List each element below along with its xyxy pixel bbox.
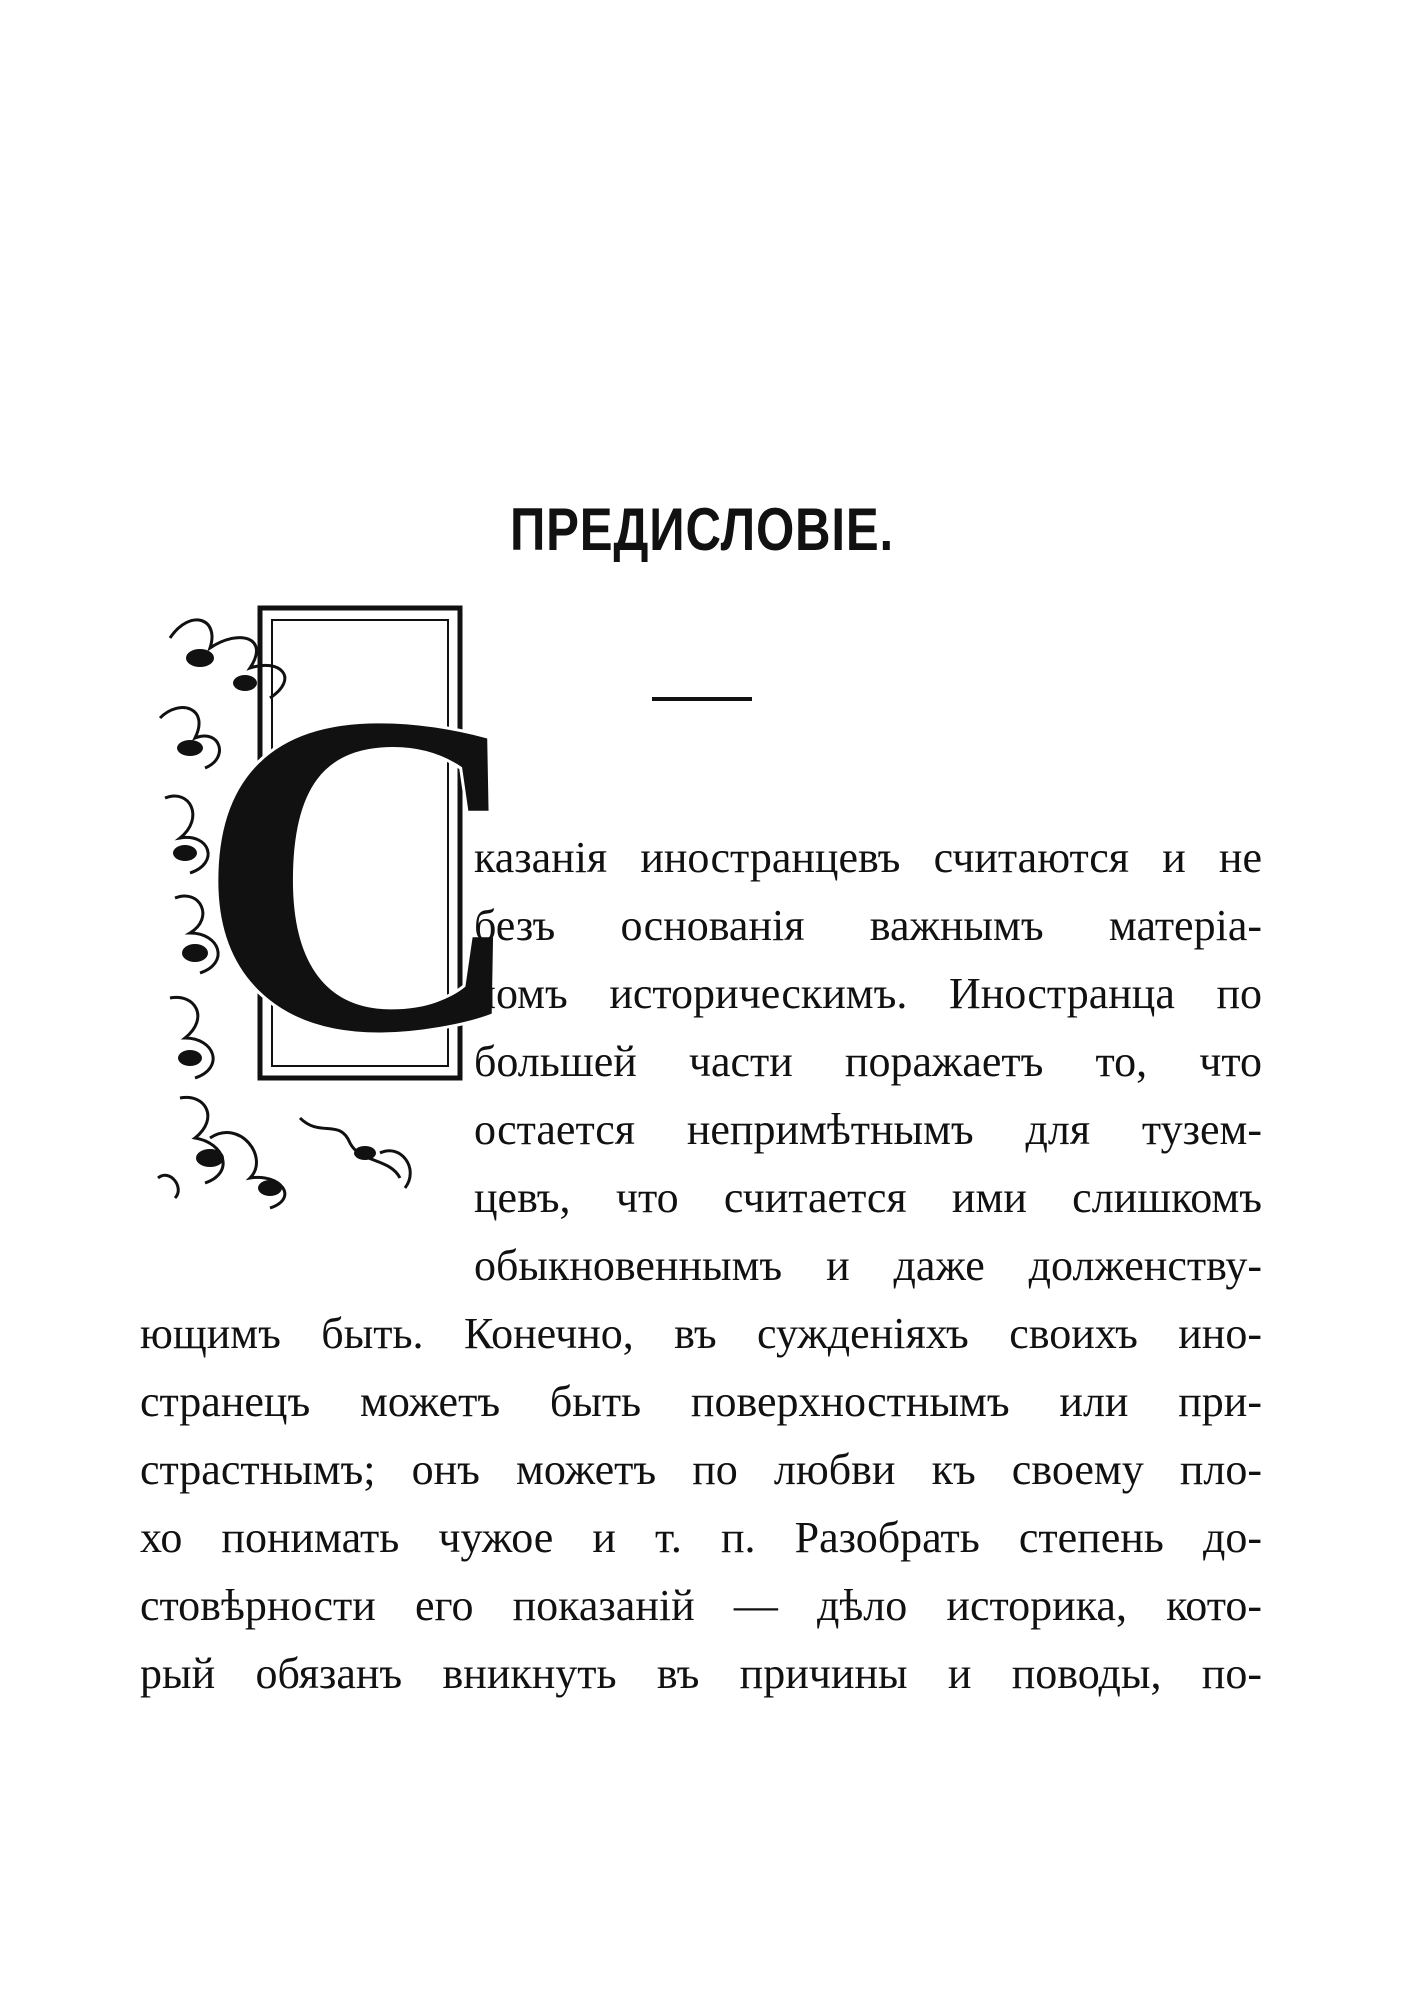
text-line-7: обыкновеннымъ и даже долженству- xyxy=(474,1241,1262,1290)
text-line-9: странецъ можетъ быть поверхностнымъ или при- xyxy=(140,1377,1262,1426)
ornamental-initial-c-icon xyxy=(150,598,529,1218)
text-line-10: страстнымъ; онъ можетъ по любви къ своему пло- xyxy=(140,1445,1262,1494)
text-line-4: большей части поражаетъ то, что xyxy=(474,1037,1262,1086)
text-line-8: ющимъ быть. Конечно, въ сужденіяхъ своихъ ино- xyxy=(140,1309,1262,1358)
text-line-13: рый обязанъ вникнуть въ причины и поводы, по- xyxy=(140,1649,1262,1698)
text-line-11: хо понимать чужое и т. п. Разобрать степень до- xyxy=(140,1513,1262,1562)
drop-cap-letter: С xyxy=(195,618,529,1128)
text-line-1: казанія иностранцевъ считаются и не xyxy=(474,833,1262,882)
page-title: ПРЕДИСЛОВІЕ. xyxy=(509,496,895,563)
title-divider xyxy=(652,697,752,701)
text-line-2: безъ основанія важнымъ матеріа- xyxy=(474,901,1262,950)
text-line-12: стовѣрности его показаній — дѣло историка, кото- xyxy=(140,1581,1262,1630)
text-line-6: цевъ, что считается ими слишкомъ xyxy=(474,1173,1262,1222)
text-line-5: остается непримѣтнымъ для тузем- xyxy=(474,1105,1262,1154)
text-line-3: ломъ историческимъ. Иностранца по xyxy=(474,969,1262,1018)
